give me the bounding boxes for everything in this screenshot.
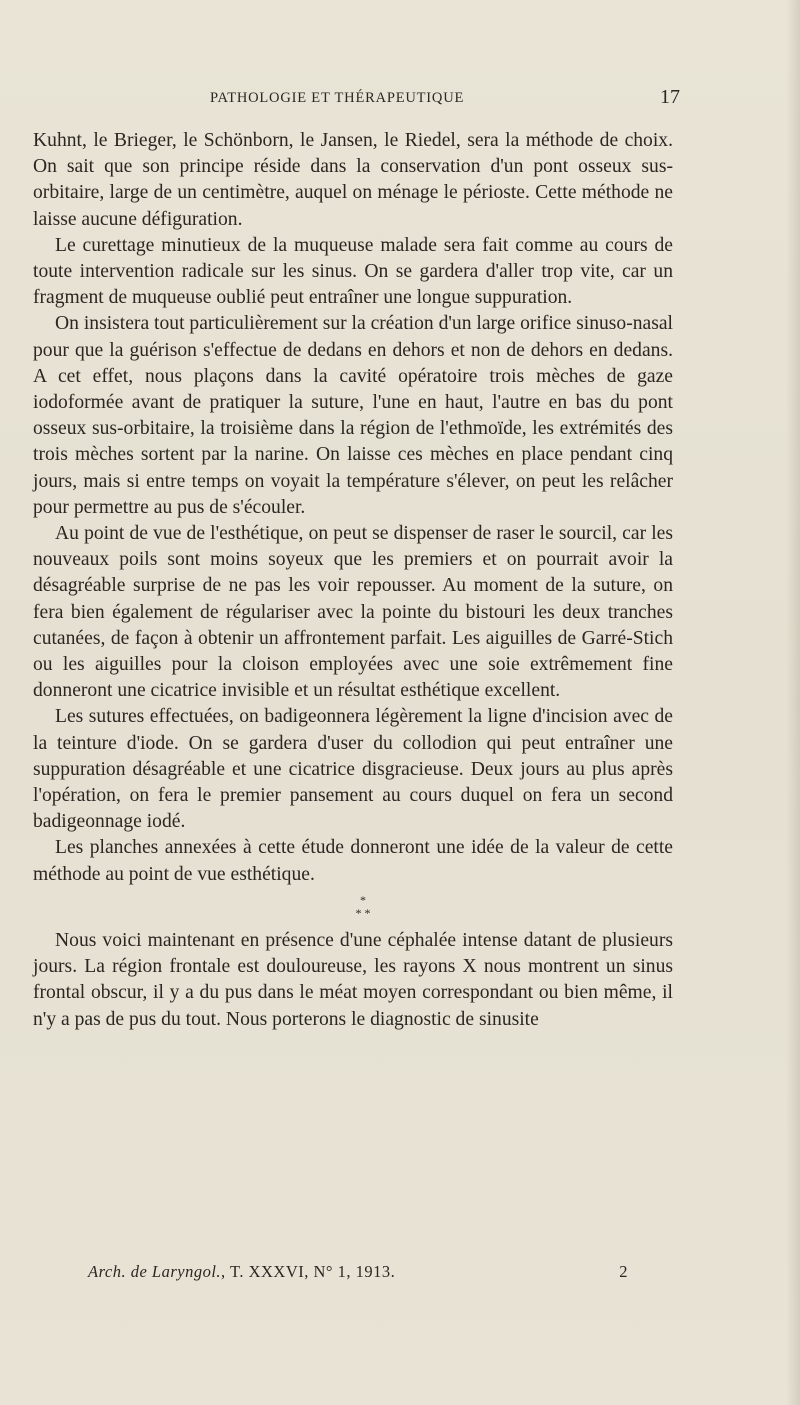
section-break-asterism xyxy=(33,894,673,920)
signature-mark: 2 xyxy=(619,1262,628,1281)
journal-name: Arch. de Laryngol. xyxy=(88,1262,222,1281)
paragraph: Les sutures effectuées, on badigeonnera légèrement la ligne d'incision avec de la teinture d'iode. On se gardera d'user du collodion qui peut entraîner une suppuration désagréable et une cicatrice disgracieuse. Deux jours au plus après l'opération, on fera le premier pansement au cours duquel on fera un second badigeonnage iodé. xyxy=(33,706,673,833)
journal-details: , T. XXXVI, N° 1, 1913. xyxy=(221,1262,396,1281)
running-title: PATHOLOGIE ET THÉRAPEUTIQUE xyxy=(210,90,465,106)
journal-citation xyxy=(88,1262,395,1282)
paragraph: Nous voici maintenant en présence d'une céphalée intense datant de plusieurs jours. La région frontale est douloureuse, les rayons X nous montrent un sinus frontal obscur, il y a du pus dans le méat moyen correspondant ou bien même, il n'y a pas de pus du tout. Nous porterons le diagnostic de sinusite xyxy=(33,929,673,1030)
page-number: 17 xyxy=(660,86,680,108)
page-footer xyxy=(88,1262,628,1286)
body-text xyxy=(33,128,673,1033)
paragraph: On insistera tout particulièrement sur la création d'un large orifice sinuso-nasal pour que la guérison s'effectue de dedans en dehors et non de dehors en dedans. A cet effet, nous plaçons dans la cavité opératoire trois mèches de gaze iodoformée avant de pratiquer la suture, l'une en haut, l'autre en bas du pont osseux sus-orbitaire, la troisième dans la région de l'ethmoïde, les extrémités des trois mèches sortent par la narine. On laisse ces mèches en place pendant cinq jours, mais si entre temps on voyait la température s'élever, on peut les relâcher pour permettre au pus de s'écouler. xyxy=(33,313,673,518)
paragraph: Les planches annexées à cette étude donneront une idée de la valeur de cette méthode au point de vue esthétique. xyxy=(33,837,673,885)
page-header xyxy=(40,86,680,114)
paragraph: Au point de vue de l'esthétique, on peut se dispenser de raser le sourcil, car les nouveaux poils sont moins soyeux que les premiers et on pourrait avoir la désagréable surprise de ne pas les voir repousser. Au moment de la suture, on fera bien également de régulariser avec la pointe du bistouri les deux tranches cutanées, de façon à obtenir un affrontement parfait. Les aiguilles de Garré-Stich ou les aiguilles pour la cloison employées avec une soie extrêmement fine donneront une cicatrice invisible et un résultat esthétique excellent. xyxy=(33,523,673,702)
page-edge-shadow xyxy=(786,0,800,1405)
asterism-top: * xyxy=(360,892,366,907)
paragraph: Le curettage minutieux de la muqueuse malade sera fait comme au cours de toute intervention radicale sur les sinus. On se gardera d'aller trop vite, car un fragment de muqueuse oublié peut entraîner une longue suppuration. xyxy=(33,234,673,309)
paragraph: Kuhnt, le Brieger, le Schönborn, le Jansen, le Riedel, sera la méthode de choix. On sait que son principe réside dans la conservation d'un pont osseux sus-orbitaire, large de un centimètre, auquel on ménage le périoste. Cette méthode ne laisse aucune défiguration. xyxy=(33,130,673,230)
asterism-bottom: * * xyxy=(355,905,371,920)
